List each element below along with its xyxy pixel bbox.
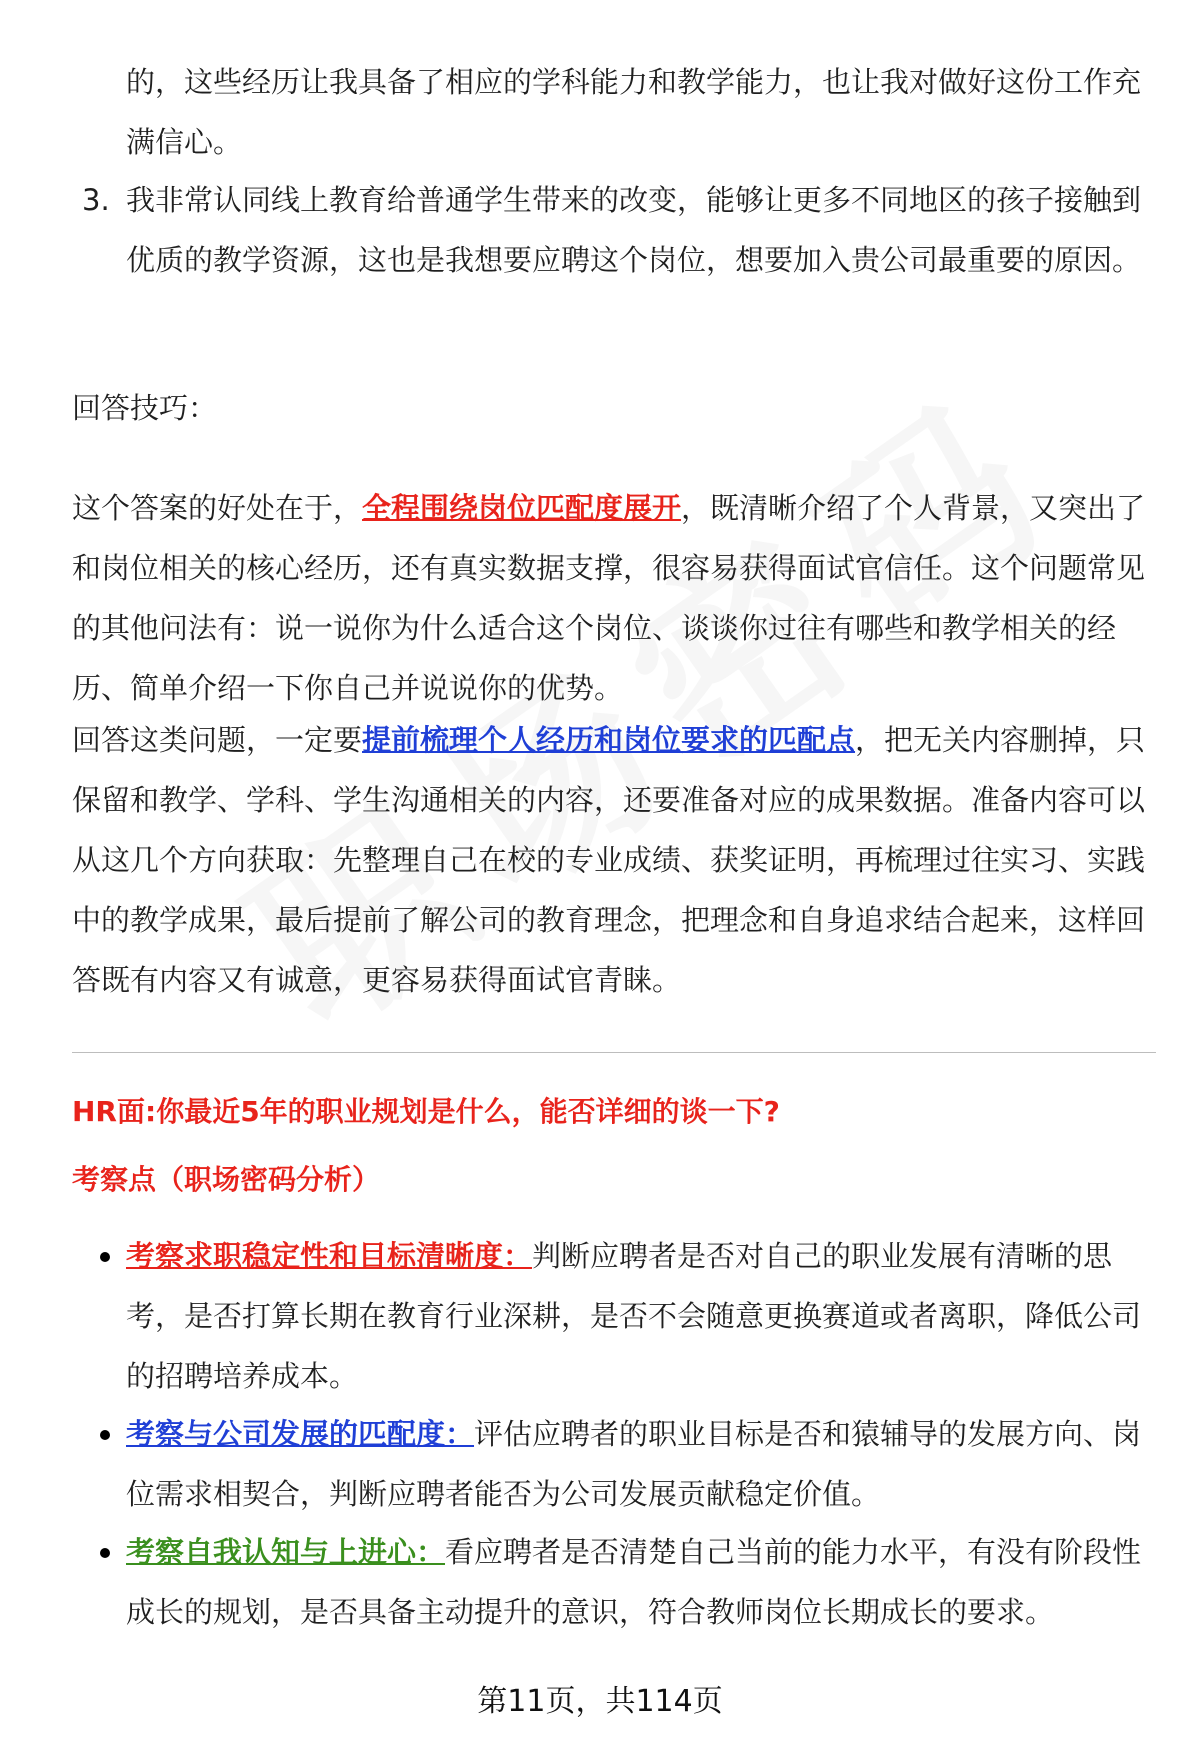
list-item-3 <box>82 170 1152 290</box>
bullet-item <box>126 1404 1152 1524</box>
bullet-text: 判断应聘者是否对自己的职业发展有清晰的思考，是否打算长期在教育行业深耕，是否不会随意更换赛道或者离职，降低公司的招聘培养成本。 <box>126 1239 1142 1393</box>
bullet-item <box>126 1522 1152 1642</box>
tips-p2-before: 回答这类问题，一定要 <box>72 723 363 757</box>
tips-paragraph-1 <box>72 478 1152 718</box>
bullet-label: 考察求职稳定性和目标清晰度： <box>126 1239 533 1273</box>
tips-heading: 回答技巧： <box>72 391 218 425</box>
section-divider <box>72 1052 1156 1053</box>
tips-paragraph-2 <box>72 710 1152 1010</box>
tips-p2-highlight: 提前梳理个人经历和岗位要求的匹配点 <box>362 723 856 757</box>
bullet-dot-icon <box>100 1252 110 1262</box>
list-item-text: 我非常认同线上教育给普通学生带来的改变，能够让更多不同地区的孩子接触到优质的教学资源，这也是我想要应聘这个岗位，想要加入贵公司最重要的原因。 <box>126 183 1142 277</box>
continuation-paragraph <box>126 52 1152 172</box>
question-title: HR面:你最近5年的职业规划是什么，能否详细的谈一下? <box>72 1095 780 1128</box>
bullet-dot-icon <box>100 1548 110 1558</box>
bullet-dot-icon <box>100 1430 110 1440</box>
tips-p1-after: ，既清晰介绍了个人背景，又突出了和岗位相关的核心经历，还有真实数据支撑，很容易获得面试官信任。这个问题常见的其他问法有：说一说你为什么适合这个岗位、谈谈你过往有哪些和教学相关的经历、简单介绍一下你自己并说说你的优势。 <box>72 491 1146 705</box>
continuation-text: 的，这些经历让我具备了相应的学科能力和教学能力，也让我对做好这份工作充满信心。 <box>126 65 1142 159</box>
tips-p1-before: 这个答案的好处在于， <box>72 491 363 525</box>
tips-p1-highlight: 全程围绕岗位匹配度展开 <box>362 491 682 525</box>
bullet-text: 评估应聘者的职业目标是否和猿辅导的发展方向、岗位需求相契合，判断应聘者能否为公司发展贡献稳定价值。 <box>126 1417 1142 1511</box>
list-number: 3. <box>82 183 110 217</box>
tips-p2-after: ，把无关内容删掉，只保留和教学、学科、学生沟通相关的内容，还要准备对应的成果数据。准备内容可以从这几个方向获取：先整理自己在校的专业成绩、获奖证明，再梳理过往实习、实践中的教学成果，最后提前了解公司的教育理念，把理念和自身追求结合起来，这样回答既有内容又有诚意，更容易获得面试官青睐。 <box>72 723 1146 997</box>
analysis-heading: 考察点（职场密码分析） <box>72 1163 381 1196</box>
bullet-item <box>126 1226 1152 1406</box>
page-footer: 第11页，共114页 <box>477 1684 723 1719</box>
bullet-label: 考察与公司发展的匹配度： <box>126 1417 475 1451</box>
bullet-text: 看应聘者是否清楚自己当前的能力水平，有没有阶段性成长的规划，是否具备主动提升的意识，符合教师岗位长期成长的要求。 <box>126 1535 1142 1629</box>
bullet-label: 考察自我认知与上进心： <box>126 1535 446 1569</box>
